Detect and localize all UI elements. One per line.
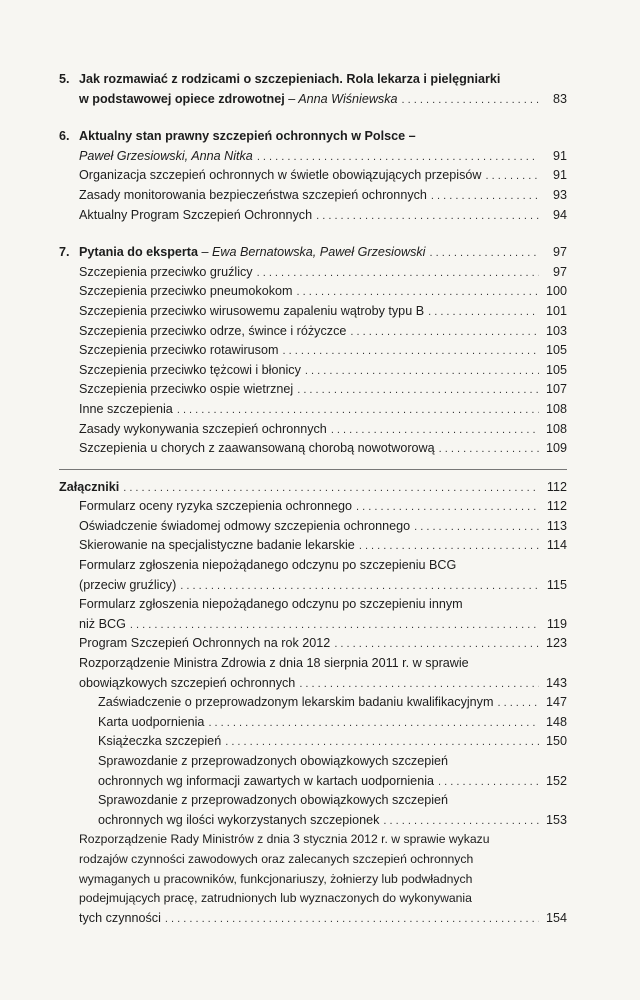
- leader-dots: [383, 812, 539, 832]
- toc-subitem-line2[interactable]: [59, 772, 567, 792]
- page-number: 101: [545, 303, 567, 318]
- toc-subitem-line1[interactable]: [59, 791, 567, 811]
- toc-item-label: Inne szczepienia: [79, 401, 173, 416]
- page-number: 91: [552, 168, 567, 183]
- section-author: – Ewa Bernatowska, Paweł Grzesiowski: [198, 245, 426, 260]
- toc-entry-5-line1[interactable]: [59, 70, 567, 90]
- toc-item-label-cont: rodzajów czynności zawodowych oraz zalecanych szczepień ochronnych: [79, 851, 474, 866]
- toc-entry-annexes[interactable]: [59, 478, 567, 498]
- toc-item[interactable]: [59, 439, 567, 459]
- page-number: 115: [546, 577, 567, 592]
- page-number: 83: [552, 91, 567, 106]
- toc-item-label: Szczepienia u chorych z zaawansowaną chorobą nowotworową: [79, 441, 435, 456]
- page-number: 94: [552, 207, 567, 222]
- toc-item[interactable]: [59, 322, 567, 342]
- leader-dots: [297, 381, 539, 401]
- toc-item-label-cont: wymaganych u pracowników, funkcjonariuszy, żołnierzy lub podwładnych: [79, 871, 473, 886]
- leader-dots: [225, 733, 539, 753]
- page-number: 150: [545, 734, 567, 749]
- leader-dots: [305, 362, 539, 382]
- toc-item-line1[interactable]: [59, 654, 567, 674]
- page-number: 123: [545, 636, 567, 651]
- leader-dots: [428, 303, 539, 323]
- page-number: 91: [552, 148, 567, 163]
- page-number: 154: [545, 910, 567, 925]
- leader-dots: [123, 479, 539, 499]
- leader-dots: [165, 910, 539, 930]
- page-number: 103: [545, 323, 567, 338]
- leader-dots: [431, 187, 539, 207]
- page-number: 114: [546, 538, 567, 553]
- toc-item-line1[interactable]: [59, 556, 567, 576]
- toc-item-label: Formularz zgłoszenia niepożądanego odczynu po szczepieniu innym: [79, 597, 463, 612]
- toc-item-label: Szczepienia przeciwko ospie wietrznej: [79, 382, 294, 397]
- toc-item[interactable]: [59, 497, 567, 517]
- toc-item[interactable]: [59, 282, 567, 302]
- section-number: 6.: [59, 129, 70, 144]
- toc-item-label: Organizacja szczepień ochronnych w świetle obowiązujących przepisów: [79, 168, 482, 183]
- toc-item-line2[interactable]: [59, 674, 567, 694]
- page-number: 100: [545, 284, 567, 299]
- leader-dots: [299, 675, 539, 695]
- leader-dots: [402, 91, 539, 111]
- section-title-cont: w podstawowej opiece zdrowotnej: [79, 91, 285, 106]
- toc-entry-6-line1[interactable]: [59, 127, 567, 147]
- toc-item-label: Aktualny Program Szczepień Ochronnych: [79, 207, 313, 222]
- toc-item[interactable]: [59, 536, 567, 556]
- toc-item[interactable]: [59, 302, 567, 322]
- toc-item-label: Formularz oceny ryzyka szczepienia ochronnego: [79, 499, 352, 514]
- toc-item-label: Skierowanie na specjalistyczne badanie lekarskie: [79, 538, 355, 553]
- toc-subitem[interactable]: [59, 713, 567, 733]
- page-number: 108: [545, 421, 567, 436]
- leader-dots: [438, 773, 539, 793]
- toc-item-label: Rozporządzenie Ministra Zdrowia z dnia 18 sierpnia 2011 r. w sprawie: [79, 656, 469, 671]
- leader-dots: [414, 518, 539, 538]
- section-title: Pytania do eksperta: [79, 245, 198, 260]
- leader-dots: [356, 498, 539, 518]
- section-title: Jak rozmawiać z rodzicami o szczepieniach. Rola lekarza i pielęgniarki: [79, 72, 501, 86]
- toc-item-line1[interactable]: [59, 595, 567, 615]
- page-number: 119: [546, 616, 567, 631]
- page-number: 112: [546, 479, 567, 494]
- toc-item[interactable]: [59, 263, 567, 283]
- toc-item-label: Sprawozdanie z przeprowadzonych obowiązkowych szczepień: [98, 793, 449, 808]
- toc-item-label: Rozporządzenie Rady Ministrów z dnia 3 stycznia 2012 r. w sprawie wykazu: [79, 832, 490, 847]
- toc-item-line3[interactable]: [59, 870, 567, 890]
- toc-item-label: Zaświadczenie o przeprowadzonym lekarskim badaniu kwalifikacyjnym: [98, 695, 494, 710]
- page-number: 112: [546, 499, 567, 514]
- leader-dots: [177, 401, 539, 421]
- toc-item-line4[interactable]: [59, 889, 567, 909]
- toc-entry-7[interactable]: [59, 243, 567, 263]
- section-number: 5.: [59, 72, 70, 86]
- toc-item-line1[interactable]: [59, 830, 567, 850]
- toc-item-label: Szczepienia przeciwko gruźlicy: [79, 264, 253, 279]
- toc-item[interactable]: [59, 517, 567, 537]
- toc-item-label: Sprawozdanie z przeprowadzonych obowiązkowych szczepień: [98, 754, 449, 768]
- page-number: 108: [545, 401, 567, 416]
- toc-subitem-line2[interactable]: [59, 811, 567, 831]
- leader-dots: [130, 616, 539, 636]
- toc-item-label: Szczepienia przeciwko tężcowi i błonicy: [79, 362, 301, 377]
- toc-item[interactable]: [59, 400, 567, 420]
- page-number: 93: [552, 187, 567, 202]
- toc-item-label: Program Szczepień Ochronnych na rok 2012: [79, 636, 331, 651]
- page-number: 109: [545, 441, 567, 456]
- leader-dots: [331, 421, 539, 441]
- toc-item-label-cont: tych czynności: [79, 910, 161, 925]
- toc-item-label: Zasady wykonywania szczepień ochronnych: [79, 421, 327, 436]
- page-number: 148: [545, 714, 567, 729]
- toc-item[interactable]: [59, 341, 567, 361]
- page-number: 107: [545, 382, 567, 397]
- toc-item-label: Oświadczenie świadomej odmowy szczepienia ochronnego: [79, 518, 411, 533]
- leader-dots: [439, 440, 539, 460]
- section-author: – Anna Wiśniewska: [284, 91, 398, 106]
- page-number: 147: [545, 695, 567, 710]
- toc-item-label-cont: ochronnych wg ilości wykorzystanych szczepionek: [98, 812, 380, 827]
- leader-dots: [350, 323, 539, 343]
- leader-dots: [282, 342, 539, 362]
- table-of-contents: [59, 70, 567, 928]
- toc-item-line2[interactable]: [59, 850, 567, 870]
- toc-entry-5-line2[interactable]: [59, 90, 567, 110]
- toc-item-label: Szczepienia przeciwko pneumokokom: [79, 284, 293, 299]
- leader-dots: [257, 148, 539, 168]
- toc-item-line5[interactable]: [59, 909, 567, 929]
- toc-item-label: Karta uodpornienia: [98, 714, 205, 729]
- page-number: 143: [545, 675, 567, 690]
- toc-item-label-cont: (przeciw gruźlicy): [79, 577, 177, 592]
- toc-item-label: Szczepienia przeciwko odrze, śwince i różyczce: [79, 323, 347, 338]
- toc-item[interactable]: [59, 166, 567, 186]
- page-number: 105: [545, 362, 567, 377]
- page-number: 97: [552, 245, 567, 260]
- toc-item-label-cont: podejmujących pracę, zatrudnionych lub wyznaczonych do wykonywania: [79, 891, 472, 906]
- page-number: 152: [545, 773, 567, 788]
- toc-subitem[interactable]: [59, 693, 567, 713]
- toc-item-label-cont: niż BCG: [79, 616, 126, 631]
- page-number: 113: [546, 518, 567, 533]
- page-number: 153: [545, 812, 567, 827]
- toc-item-label: Szczepienia przeciwko rotawirusom: [79, 343, 279, 358]
- page-number: 97: [552, 264, 567, 279]
- leader-dots: [297, 283, 540, 303]
- leader-dots: [486, 167, 540, 187]
- leader-dots: [208, 714, 539, 734]
- toc-item[interactable]: [59, 361, 567, 381]
- leader-dots: [180, 577, 539, 597]
- toc-item-label: Książeczka szczepień: [98, 734, 222, 749]
- section-author: Paweł Grzesiowski, Anna Nitka: [79, 148, 253, 163]
- toc-item-label-cont: ochronnych wg informacji zawartych w kartach uodpornienia: [98, 773, 434, 788]
- toc-item-label: Szczepienia przeciwko wirusowemu zapaleniu wątroby typu B: [79, 303, 425, 318]
- toc-item[interactable]: [59, 634, 567, 654]
- leader-dots: [334, 635, 539, 655]
- toc-subitem-line1[interactable]: [59, 752, 567, 772]
- page-number: 105: [545, 343, 567, 358]
- toc-item-line2[interactable]: [59, 615, 567, 635]
- section-title: Aktualny stan prawny szczepień ochronnych w Polsce –: [79, 129, 416, 144]
- toc-item[interactable]: [59, 206, 567, 226]
- toc-item-label: Formularz zgłoszenia niepożądanego odczynu po szczepieniu BCG: [79, 558, 457, 573]
- section-divider: [59, 469, 567, 470]
- leader-dots: [359, 537, 539, 557]
- toc-item[interactable]: [59, 380, 567, 400]
- toc-item-line2[interactable]: [59, 576, 567, 596]
- toc-item-label: Zasady monitorowania bezpieczeństwa szczepień ochronnych: [79, 187, 427, 202]
- toc-item-label-cont: obowiązkowych szczepień ochronnych: [79, 675, 296, 690]
- toc-subitem[interactable]: [59, 732, 567, 752]
- leader-dots: [257, 264, 539, 284]
- toc-item[interactable]: [59, 186, 567, 206]
- leader-dots: [497, 694, 539, 714]
- toc-item[interactable]: [59, 420, 567, 440]
- annex-title: Załączniki: [59, 479, 120, 494]
- leader-dots: [429, 244, 539, 264]
- section-number: 7.: [59, 245, 70, 260]
- toc-entry-6-line2[interactable]: [59, 147, 567, 167]
- leader-dots: [316, 207, 539, 227]
